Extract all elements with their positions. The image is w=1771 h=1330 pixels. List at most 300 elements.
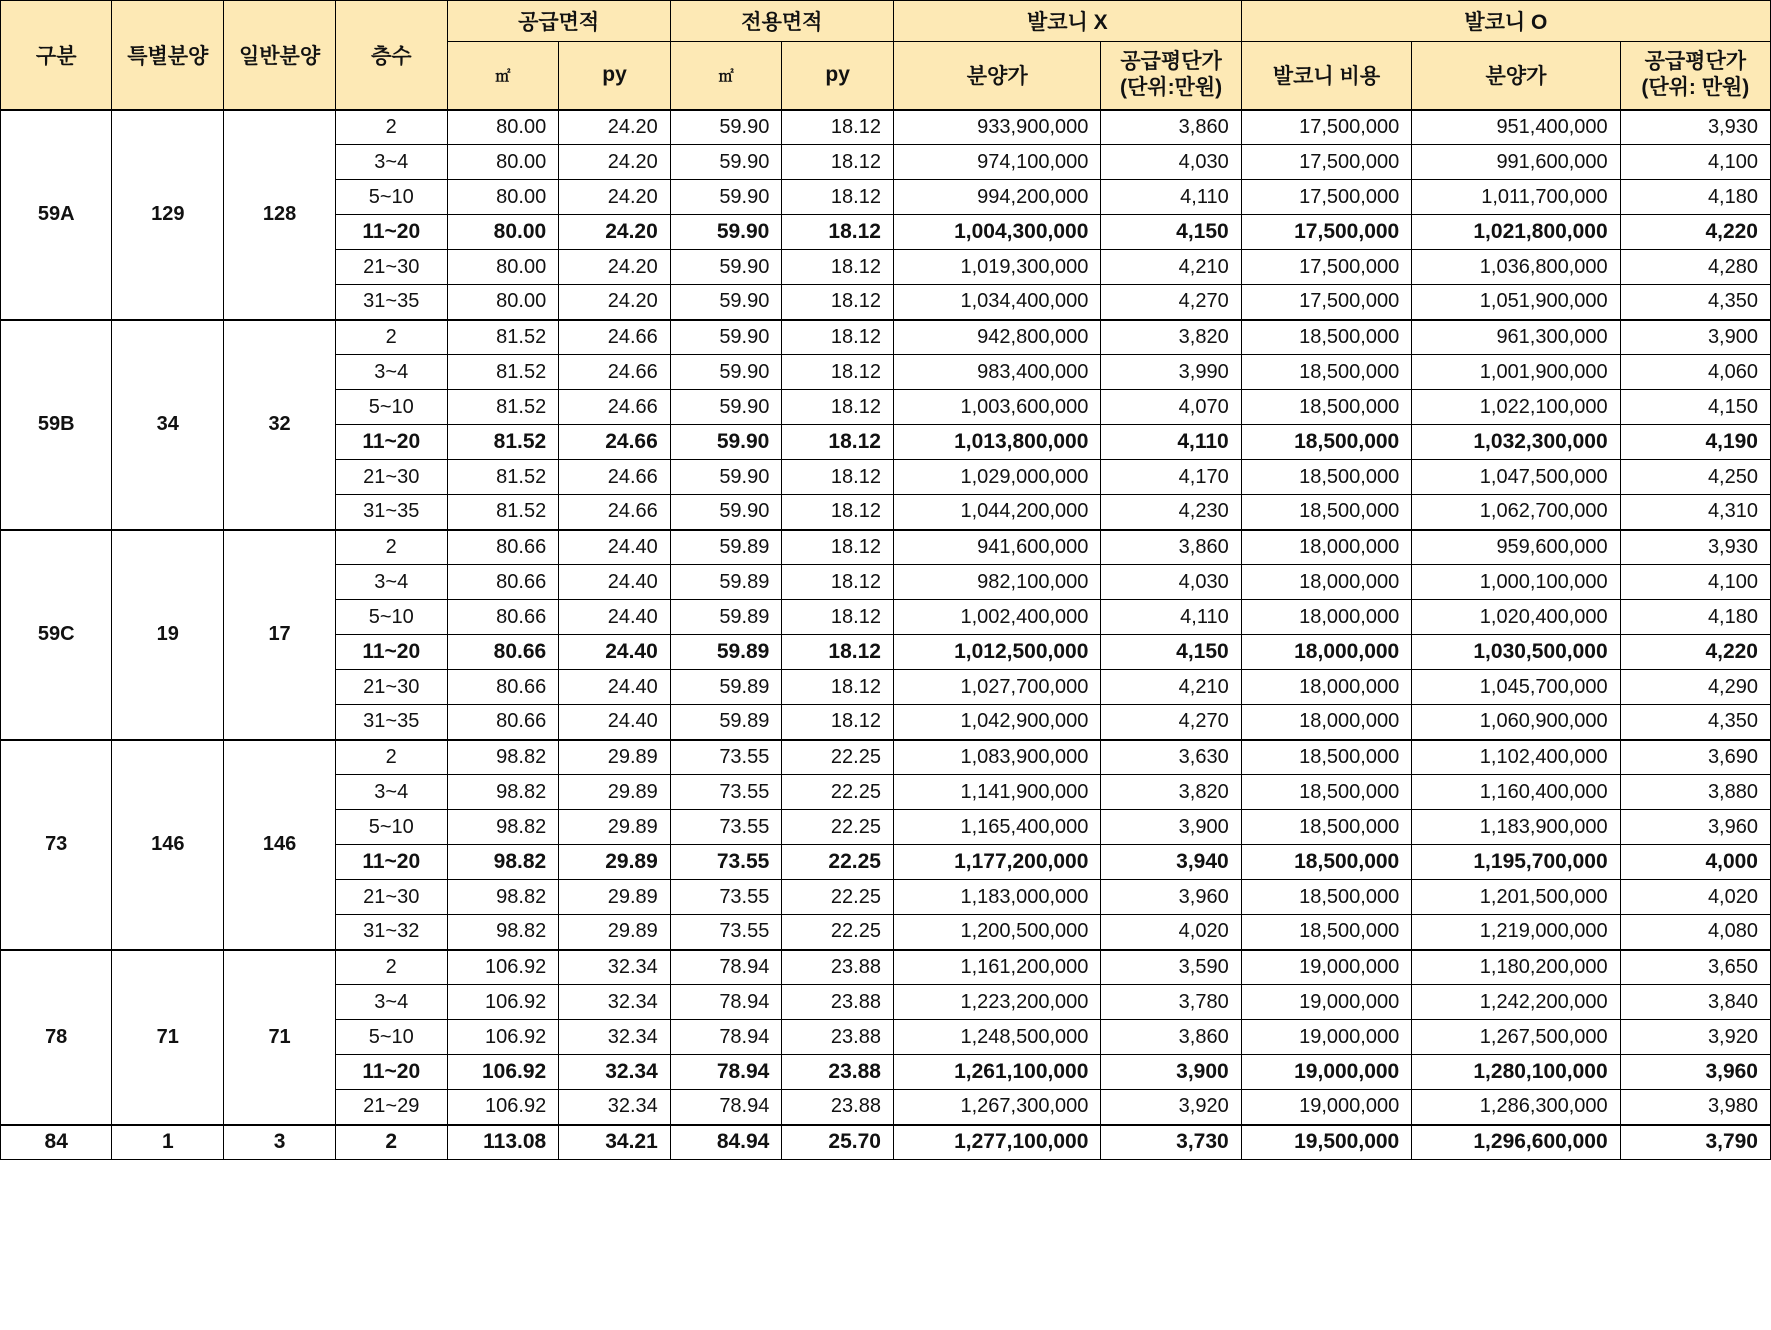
supply-sqm-cell: 98.82 (447, 880, 559, 915)
excl-py-cell: 18.12 (782, 495, 894, 530)
floor-cell: 2 (335, 320, 447, 355)
ppu-x-cell: 3,860 (1101, 110, 1241, 145)
supply-py-cell: 24.40 (559, 600, 671, 635)
header-ppu-o-text: 공급평단가 (단위: 만원) (1641, 50, 1750, 100)
price-x-cell: 1,183,000,000 (893, 880, 1100, 915)
special-count-cell: 146 (112, 740, 224, 950)
excl-py-cell: 22.25 (782, 810, 894, 845)
excl-py-cell: 25.70 (782, 1125, 894, 1160)
supply-sqm-cell: 81.52 (447, 460, 559, 495)
ppu-o-cell: 3,900 (1620, 320, 1770, 355)
ppu-o-cell: 4,150 (1620, 390, 1770, 425)
excl-sqm-cell: 59.90 (670, 495, 782, 530)
balcony-cost-cell: 18,000,000 (1241, 705, 1412, 740)
price-x-cell: 1,004,300,000 (893, 215, 1100, 250)
supply-sqm-cell: 98.82 (447, 810, 559, 845)
group-type-cell: 78 (1, 950, 112, 1125)
floor-cell: 2 (335, 950, 447, 985)
special-count-cell: 34 (112, 320, 224, 530)
balcony-cost-cell: 18,500,000 (1241, 390, 1412, 425)
excl-py-cell: 23.88 (782, 1020, 894, 1055)
floor-cell: 5~10 (335, 600, 447, 635)
price-o-cell: 1,183,900,000 (1412, 810, 1620, 845)
ppu-o-cell: 3,650 (1620, 950, 1770, 985)
excl-sqm-cell: 59.90 (670, 355, 782, 390)
excl-py-cell: 23.88 (782, 1090, 894, 1125)
price-o-cell: 1,296,600,000 (1412, 1125, 1620, 1160)
header-group: 구분 (1, 1, 112, 110)
ppu-x-cell: 4,150 (1101, 635, 1241, 670)
table-row (1, 740, 1771, 775)
supply-py-cell: 32.34 (559, 950, 671, 985)
floor-cell: 11~20 (335, 1055, 447, 1090)
ppu-x-cell: 4,170 (1101, 460, 1241, 495)
price-o-cell: 951,400,000 (1412, 110, 1620, 145)
ppu-x-cell: 4,150 (1101, 215, 1241, 250)
ppu-o-cell: 3,690 (1620, 740, 1770, 775)
price-x-cell: 933,900,000 (893, 110, 1100, 145)
ppu-x-cell: 3,860 (1101, 1020, 1241, 1055)
supply-sqm-cell: 80.66 (447, 565, 559, 600)
excl-sqm-cell: 59.89 (670, 670, 782, 705)
floor-cell: 3~4 (335, 565, 447, 600)
price-o-cell: 1,242,200,000 (1412, 985, 1620, 1020)
ppu-o-cell: 3,790 (1620, 1125, 1770, 1160)
price-x-cell: 983,400,000 (893, 355, 1100, 390)
general-count-cell: 17 (224, 530, 336, 740)
supply-sqm-cell: 81.52 (447, 425, 559, 460)
price-o-cell: 1,195,700,000 (1412, 845, 1620, 880)
excl-sqm-cell: 59.89 (670, 635, 782, 670)
floor-cell: 5~10 (335, 390, 447, 425)
price-x-cell: 982,100,000 (893, 565, 1100, 600)
price-x-cell: 1,200,500,000 (893, 915, 1100, 950)
supply-sqm-cell: 106.92 (447, 950, 559, 985)
balcony-cost-cell: 18,500,000 (1241, 425, 1412, 460)
price-x-cell: 1,267,300,000 (893, 1090, 1100, 1125)
supply-py-cell: 32.34 (559, 1090, 671, 1125)
price-o-cell: 1,280,100,000 (1412, 1055, 1620, 1090)
balcony-cost-cell: 18,500,000 (1241, 355, 1412, 390)
supply-sqm-cell: 80.00 (447, 215, 559, 250)
supply-py-cell: 32.34 (559, 1055, 671, 1090)
excl-sqm-cell: 73.55 (670, 915, 782, 950)
ppu-x-cell: 3,990 (1101, 355, 1241, 390)
floor-cell: 11~20 (335, 635, 447, 670)
ppu-o-cell: 4,060 (1620, 355, 1770, 390)
supply-sqm-cell: 113.08 (447, 1125, 559, 1160)
supply-sqm-cell: 81.52 (447, 355, 559, 390)
special-count-cell: 129 (112, 110, 224, 320)
ppu-o-cell: 4,350 (1620, 285, 1770, 320)
price-o-cell: 961,300,000 (1412, 320, 1620, 355)
ppu-o-cell: 4,100 (1620, 565, 1770, 600)
price-o-cell: 1,062,700,000 (1412, 495, 1620, 530)
floor-cell: 21~30 (335, 880, 447, 915)
excl-sqm-cell: 59.90 (670, 425, 782, 460)
balcony-cost-cell: 18,500,000 (1241, 460, 1412, 495)
ppu-x-cell: 4,230 (1101, 495, 1241, 530)
floor-cell: 5~10 (335, 180, 447, 215)
table-row (1, 110, 1771, 145)
ppu-o-cell: 4,000 (1620, 845, 1770, 880)
floor-cell: 3~4 (335, 355, 447, 390)
price-x-cell: 994,200,000 (893, 180, 1100, 215)
balcony-cost-cell: 18,000,000 (1241, 670, 1412, 705)
excl-sqm-cell: 73.55 (670, 810, 782, 845)
supply-py-cell: 29.89 (559, 775, 671, 810)
special-count-cell: 1 (112, 1125, 224, 1160)
balcony-cost-cell: 18,000,000 (1241, 600, 1412, 635)
balcony-cost-cell: 19,500,000 (1241, 1125, 1412, 1160)
supply-sqm-cell: 98.82 (447, 775, 559, 810)
floor-cell: 21~30 (335, 460, 447, 495)
balcony-cost-cell: 18,000,000 (1241, 530, 1412, 565)
excl-py-cell: 22.25 (782, 775, 894, 810)
supply-sqm-cell: 98.82 (447, 740, 559, 775)
group-type-cell: 84 (1, 1125, 112, 1160)
ppu-x-cell: 4,210 (1101, 670, 1241, 705)
supply-sqm-cell: 81.52 (447, 390, 559, 425)
group-type-cell: 59A (1, 110, 112, 320)
ppu-x-cell: 3,590 (1101, 950, 1241, 985)
supply-py-cell: 24.40 (559, 670, 671, 705)
header-ppu-x (1101, 42, 1241, 110)
ppu-o-cell: 3,930 (1620, 530, 1770, 565)
excl-py-cell: 18.12 (782, 635, 894, 670)
price-o-cell: 1,201,500,000 (1412, 880, 1620, 915)
price-o-cell: 1,102,400,000 (1412, 740, 1620, 775)
supply-py-cell: 24.20 (559, 180, 671, 215)
floor-cell: 3~4 (335, 145, 447, 180)
excl-py-cell: 22.25 (782, 845, 894, 880)
price-x-cell: 1,261,100,000 (893, 1055, 1100, 1090)
balcony-cost-cell: 18,500,000 (1241, 495, 1412, 530)
price-o-cell: 991,600,000 (1412, 145, 1620, 180)
supply-py-cell: 29.89 (559, 740, 671, 775)
balcony-cost-cell: 19,000,000 (1241, 950, 1412, 985)
price-o-cell: 1,030,500,000 (1412, 635, 1620, 670)
excl-py-cell: 18.12 (782, 390, 894, 425)
price-o-cell: 1,032,300,000 (1412, 425, 1620, 460)
ppu-x-cell: 4,030 (1101, 145, 1241, 180)
supply-sqm-cell: 80.66 (447, 530, 559, 565)
supply-sqm-cell: 80.00 (447, 180, 559, 215)
ppu-x-cell: 3,900 (1101, 1055, 1241, 1090)
supply-sqm-cell: 98.82 (447, 915, 559, 950)
price-o-cell: 1,060,900,000 (1412, 705, 1620, 740)
excl-sqm-cell: 59.89 (670, 565, 782, 600)
ppu-x-cell: 3,730 (1101, 1125, 1241, 1160)
excl-sqm-cell: 78.94 (670, 1055, 782, 1090)
excl-py-cell: 18.12 (782, 110, 894, 145)
floor-cell: 3~4 (335, 985, 447, 1020)
balcony-cost-cell: 19,000,000 (1241, 985, 1412, 1020)
ppu-x-cell: 3,900 (1101, 810, 1241, 845)
header-exclusive-area: 전용면적 (670, 1, 893, 42)
price-x-cell: 1,013,800,000 (893, 425, 1100, 460)
header-excl-py: py (782, 42, 894, 110)
ppu-o-cell: 4,310 (1620, 495, 1770, 530)
floor-cell: 21~30 (335, 250, 447, 285)
balcony-cost-cell: 18,500,000 (1241, 810, 1412, 845)
ppu-x-cell: 4,210 (1101, 250, 1241, 285)
header-supply-py: py (559, 42, 671, 110)
supply-py-cell: 29.89 (559, 845, 671, 880)
supply-py-cell: 24.40 (559, 530, 671, 565)
price-o-cell: 1,045,700,000 (1412, 670, 1620, 705)
table-row (1, 320, 1771, 355)
excl-sqm-cell: 59.89 (670, 705, 782, 740)
excl-py-cell: 23.88 (782, 950, 894, 985)
excl-sqm-cell: 59.90 (670, 215, 782, 250)
supply-py-cell: 29.89 (559, 810, 671, 845)
price-o-cell: 1,180,200,000 (1412, 950, 1620, 985)
balcony-cost-cell: 17,500,000 (1241, 145, 1412, 180)
price-o-cell: 1,051,900,000 (1412, 285, 1620, 320)
excl-py-cell: 23.88 (782, 1055, 894, 1090)
excl-sqm-cell: 73.55 (670, 845, 782, 880)
supply-sqm-cell: 80.66 (447, 670, 559, 705)
price-o-cell: 1,267,500,000 (1412, 1020, 1620, 1055)
header-balcony-cost: 발코니 비용 (1241, 42, 1412, 110)
ppu-o-cell: 3,960 (1620, 1055, 1770, 1090)
price-x-cell: 1,248,500,000 (893, 1020, 1100, 1055)
supply-sqm-cell: 80.00 (447, 250, 559, 285)
group-type-cell: 59B (1, 320, 112, 530)
price-o-cell: 959,600,000 (1412, 530, 1620, 565)
ppu-o-cell: 4,290 (1620, 670, 1770, 705)
floor-cell: 5~10 (335, 1020, 447, 1055)
balcony-cost-cell: 18,000,000 (1241, 635, 1412, 670)
group-type-cell: 59C (1, 530, 112, 740)
supply-sqm-cell: 81.52 (447, 320, 559, 355)
ppu-o-cell: 4,020 (1620, 880, 1770, 915)
price-x-cell: 974,100,000 (893, 145, 1100, 180)
balcony-cost-cell: 18,500,000 (1241, 845, 1412, 880)
excl-py-cell: 18.12 (782, 145, 894, 180)
balcony-cost-cell: 19,000,000 (1241, 1020, 1412, 1055)
supply-sqm-cell: 81.52 (447, 495, 559, 530)
supply-sqm-cell: 80.00 (447, 145, 559, 180)
floor-cell: 21~30 (335, 670, 447, 705)
supply-py-cell: 24.20 (559, 285, 671, 320)
ppu-o-cell: 3,840 (1620, 985, 1770, 1020)
price-o-cell: 1,001,900,000 (1412, 355, 1620, 390)
floor-cell: 2 (335, 1125, 447, 1160)
balcony-cost-cell: 17,500,000 (1241, 180, 1412, 215)
supply-py-cell: 24.66 (559, 460, 671, 495)
header-special: 특별분양 (112, 1, 224, 110)
price-x-cell: 1,161,200,000 (893, 950, 1100, 985)
price-x-cell: 1,029,000,000 (893, 460, 1100, 495)
price-x-cell: 1,012,500,000 (893, 635, 1100, 670)
ppu-x-cell: 4,270 (1101, 705, 1241, 740)
supply-py-cell: 32.34 (559, 985, 671, 1020)
ppu-x-cell: 4,110 (1101, 425, 1241, 460)
supply-py-cell: 24.20 (559, 145, 671, 180)
excl-py-cell: 18.12 (782, 215, 894, 250)
supply-py-cell: 24.40 (559, 705, 671, 740)
price-x-cell: 1,277,100,000 (893, 1125, 1100, 1160)
general-count-cell: 3 (224, 1125, 336, 1160)
table-row (1, 950, 1771, 985)
ppu-o-cell: 3,920 (1620, 1020, 1770, 1055)
price-x-cell: 1,165,400,000 (893, 810, 1100, 845)
ppu-x-cell: 4,020 (1101, 915, 1241, 950)
excl-sqm-cell: 78.94 (670, 985, 782, 1020)
price-o-cell: 1,000,100,000 (1412, 565, 1620, 600)
table-body (1, 110, 1771, 1160)
floor-cell: 11~20 (335, 425, 447, 460)
balcony-cost-cell: 19,000,000 (1241, 1055, 1412, 1090)
special-count-cell: 71 (112, 950, 224, 1125)
excl-sqm-cell: 78.94 (670, 950, 782, 985)
ppu-o-cell: 4,180 (1620, 600, 1770, 635)
sqm-label: ㎡ (718, 68, 734, 86)
price-x-cell: 1,177,200,000 (893, 845, 1100, 880)
supply-py-cell: 34.21 (559, 1125, 671, 1160)
table-header (1, 1, 1771, 110)
excl-sqm-cell: 59.90 (670, 285, 782, 320)
balcony-cost-cell: 17,500,000 (1241, 250, 1412, 285)
excl-py-cell: 22.25 (782, 915, 894, 950)
balcony-cost-cell: 18,500,000 (1241, 915, 1412, 950)
balcony-cost-cell: 18,500,000 (1241, 880, 1412, 915)
header-balcony-o: 발코니 O (1241, 1, 1770, 42)
ppu-x-cell: 3,920 (1101, 1090, 1241, 1125)
ppu-x-cell: 3,820 (1101, 775, 1241, 810)
balcony-cost-cell: 18,000,000 (1241, 565, 1412, 600)
general-count-cell: 71 (224, 950, 336, 1125)
excl-py-cell: 18.12 (782, 285, 894, 320)
general-count-cell: 128 (224, 110, 336, 320)
excl-sqm-cell: 59.90 (670, 250, 782, 285)
excl-sqm-cell: 78.94 (670, 1090, 782, 1125)
price-o-cell: 1,160,400,000 (1412, 775, 1620, 810)
excl-py-cell: 18.12 (782, 565, 894, 600)
ppu-o-cell: 4,220 (1620, 215, 1770, 250)
supply-sqm-cell: 80.00 (447, 285, 559, 320)
balcony-cost-cell: 18,500,000 (1241, 775, 1412, 810)
supply-sqm-cell: 80.00 (447, 110, 559, 145)
price-o-cell: 1,047,500,000 (1412, 460, 1620, 495)
header-general: 일반분양 (224, 1, 336, 110)
ppu-x-cell: 4,110 (1101, 180, 1241, 215)
price-o-cell: 1,036,800,000 (1412, 250, 1620, 285)
balcony-cost-cell: 18,500,000 (1241, 740, 1412, 775)
ppu-o-cell: 4,250 (1620, 460, 1770, 495)
supply-py-cell: 29.89 (559, 880, 671, 915)
floor-cell: 2 (335, 530, 447, 565)
price-x-cell: 1,019,300,000 (893, 250, 1100, 285)
ppu-x-cell: 3,960 (1101, 880, 1241, 915)
price-o-cell: 1,022,100,000 (1412, 390, 1620, 425)
supply-sqm-cell: 106.92 (447, 1055, 559, 1090)
ppu-o-cell: 3,880 (1620, 775, 1770, 810)
excl-py-cell: 23.88 (782, 985, 894, 1020)
header-supply-sqm (447, 42, 559, 110)
ppu-x-cell: 4,110 (1101, 600, 1241, 635)
supply-sqm-cell: 80.66 (447, 635, 559, 670)
ppu-x-cell: 3,780 (1101, 985, 1241, 1020)
excl-py-cell: 18.12 (782, 460, 894, 495)
supply-py-cell: 24.66 (559, 495, 671, 530)
excl-py-cell: 18.12 (782, 600, 894, 635)
excl-sqm-cell: 73.55 (670, 880, 782, 915)
excl-sqm-cell: 73.55 (670, 740, 782, 775)
excl-sqm-cell: 59.90 (670, 110, 782, 145)
floor-cell: 3~4 (335, 775, 447, 810)
price-x-cell: 1,034,400,000 (893, 285, 1100, 320)
ppu-o-cell: 4,190 (1620, 425, 1770, 460)
excl-py-cell: 18.12 (782, 670, 894, 705)
header-price-x: 분양가 (893, 42, 1100, 110)
general-count-cell: 146 (224, 740, 336, 950)
supply-sqm-cell: 106.92 (447, 985, 559, 1020)
table-row (1, 530, 1771, 565)
floor-cell: 31~35 (335, 495, 447, 530)
general-count-cell: 32 (224, 320, 336, 530)
excl-py-cell: 18.12 (782, 355, 894, 390)
floor-cell: 31~32 (335, 915, 447, 950)
excl-py-cell: 18.12 (782, 705, 894, 740)
price-x-cell: 941,600,000 (893, 530, 1100, 565)
supply-sqm-cell: 80.66 (447, 600, 559, 635)
floor-cell: 21~29 (335, 1090, 447, 1125)
special-count-cell: 19 (112, 530, 224, 740)
supply-py-cell: 24.66 (559, 320, 671, 355)
group-type-cell: 73 (1, 740, 112, 950)
price-x-cell: 942,800,000 (893, 320, 1100, 355)
ppu-x-cell: 4,070 (1101, 390, 1241, 425)
excl-py-cell: 22.25 (782, 740, 894, 775)
header-ppu-o (1620, 42, 1770, 110)
ppu-x-cell: 3,860 (1101, 530, 1241, 565)
floor-cell: 11~20 (335, 845, 447, 880)
balcony-cost-cell: 17,500,000 (1241, 110, 1412, 145)
ppu-o-cell: 3,960 (1620, 810, 1770, 845)
header-supply-area: 공급면적 (447, 1, 670, 42)
supply-py-cell: 24.40 (559, 635, 671, 670)
excl-py-cell: 18.12 (782, 530, 894, 565)
floor-cell: 2 (335, 110, 447, 145)
header-price-o: 분양가 (1412, 42, 1620, 110)
ppu-o-cell: 4,350 (1620, 705, 1770, 740)
supply-sqm-cell: 106.92 (447, 1090, 559, 1125)
supply-py-cell: 29.89 (559, 915, 671, 950)
price-x-cell: 1,223,200,000 (893, 985, 1100, 1020)
ppu-x-cell: 3,630 (1101, 740, 1241, 775)
ppu-x-cell: 3,820 (1101, 320, 1241, 355)
excl-sqm-cell: 78.94 (670, 1020, 782, 1055)
supply-py-cell: 24.20 (559, 215, 671, 250)
balcony-cost-cell: 17,500,000 (1241, 285, 1412, 320)
table-row (1, 1125, 1771, 1160)
supply-py-cell: 24.40 (559, 565, 671, 600)
excl-sqm-cell: 59.90 (670, 460, 782, 495)
ppu-x-cell: 4,030 (1101, 565, 1241, 600)
excl-sqm-cell: 59.89 (670, 600, 782, 635)
price-o-cell: 1,021,800,000 (1412, 215, 1620, 250)
floor-cell: 31~35 (335, 285, 447, 320)
excl-py-cell: 18.12 (782, 250, 894, 285)
ppu-o-cell: 4,280 (1620, 250, 1770, 285)
supply-py-cell: 32.34 (559, 1020, 671, 1055)
excl-sqm-cell: 59.90 (670, 390, 782, 425)
ppu-o-cell: 4,180 (1620, 180, 1770, 215)
supply-sqm-cell: 106.92 (447, 1020, 559, 1055)
